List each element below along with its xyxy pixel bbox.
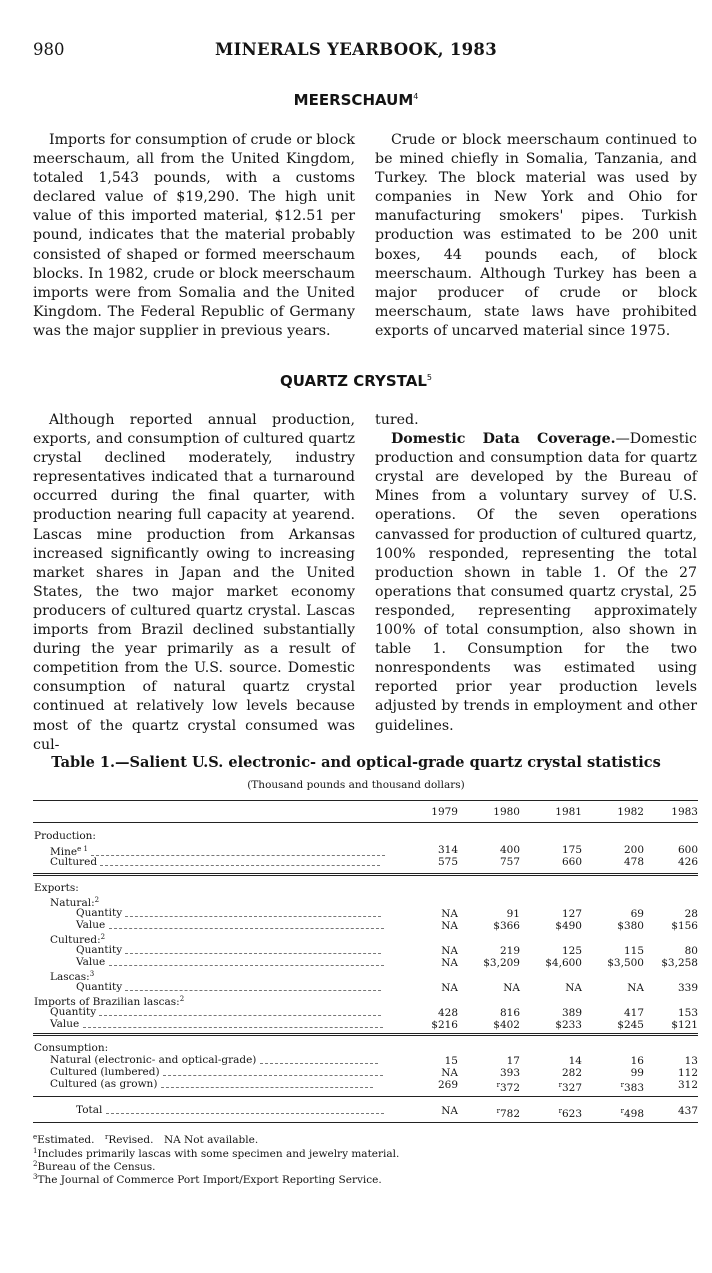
table-cell: $3,500 (607, 957, 644, 969)
table-cell: NA (441, 1105, 458, 1117)
table-bottom-rule (33, 1122, 698, 1123)
table-cell: 314 (437, 844, 458, 856)
section-rule (33, 1033, 698, 1036)
table-cell: 15 (444, 1055, 458, 1067)
table-cell: $233 (555, 1019, 582, 1031)
table-cell: 200 (623, 844, 644, 856)
table-cell: NA (441, 920, 458, 932)
table-cell: $4,600 (545, 957, 582, 969)
paragraph-body: —Domestic production and consumption data for quartz crystal are developed by the Bureau of Mines from a voluntary survey of U.S. operations. Of the seven operations canvassed for production of cultured quartz, 100% responded, representing the total production shown in table 1. Of the 27 operations that consumed quartz crystal, 25 responded, representing approximately 100% of total consumption, also shown in table 1. Consumption for the two nonrespondents was estimated using reported prior year production levels adjusted by trends in employment and other guidelines. (375, 431, 697, 734)
table-cell: NA (441, 982, 458, 994)
footnote: $^1$Includes primarily lascas with some specimen and jewelry material. (33, 1147, 400, 1160)
table-cell: 428 (437, 1007, 458, 1019)
table-cell: $380 (617, 920, 644, 932)
table-cell: 312 (677, 1079, 698, 1091)
table-cell: 600 (677, 844, 698, 856)
table-cell: $^r$327 (558, 1081, 582, 1094)
table-cell: NA (565, 982, 582, 994)
paragraph: Although reported annual production, exports, and consumption of cultured quartz crystal declined moderately, industry representatives indicated that a turnaround occurred during the final quarter, with production nearing full capacity at yearend. Lascas mine production from Arkansas increased significantly owing to increasing market shares in Japan and the United States, the two major market economy producers of cultured quartz crystal. Lascas imports from Brazil declined substantially during the year primarily as a result of competition from the U.S. source. Domestic consumption of natural quartz crystal continued at relatively low levels because most of the quartz crystal consumed was cul- (33, 412, 355, 753)
year-header: 1980 (493, 806, 520, 818)
section-title-meerschaum: MEERSCHAUM$^4$ (293, 91, 419, 109)
row-label: Quantity (50, 1006, 381, 1018)
table-cell: 339 (677, 982, 698, 994)
table-cell: 426 (677, 856, 698, 868)
table-cell: 80 (684, 945, 698, 957)
quartz-right-column (375, 411, 697, 736)
table-cell: 127 (561, 908, 582, 920)
row-label: Cultured (lumbered) (50, 1066, 383, 1078)
row-label: Cultured:$^2$ (50, 933, 106, 946)
row-label: Natural (electronic- and optical-grade) (50, 1054, 378, 1066)
table-cell: 219 (499, 945, 520, 957)
table-cell: $^r$372 (496, 1081, 520, 1094)
row-label: Quantity (76, 907, 381, 919)
row-label: Production: (34, 830, 96, 842)
table-cell: 393 (499, 1067, 520, 1079)
row-label: Total (76, 1104, 384, 1116)
table-cell: 99 (630, 1067, 644, 1079)
table-cell: NA (441, 908, 458, 920)
table-cell: $366 (493, 920, 520, 932)
section-title-quartz: QUARTZ CRYSTAL$^5$ (279, 372, 433, 390)
table-cell: 175 (561, 844, 582, 856)
table-subtitle: (Thousand pounds and thousand dollars) (247, 779, 465, 791)
table-cell: 115 (623, 945, 644, 957)
running-head: MINERALS YEARBOOK, 1983 (215, 40, 497, 59)
table-cell: $402 (493, 1019, 520, 1031)
table-cell: 660 (561, 856, 582, 868)
table-cell: $216 (431, 1019, 458, 1031)
table-cell: 389 (561, 1007, 582, 1019)
paragraph-continued: tured. (375, 412, 419, 428)
table-cell: 575 (437, 856, 458, 868)
table-cell: NA (441, 945, 458, 957)
table-cell: $^r$383 (620, 1081, 644, 1094)
table-cell: 125 (561, 945, 582, 957)
row-label: Quantity (76, 981, 381, 993)
row-label: Quantity (76, 944, 381, 956)
table-cell: 417 (623, 1007, 644, 1019)
year-header: 1983 (671, 806, 698, 818)
footnote: $^e$Estimated. $^r$Revised. NA Not available. (33, 1133, 259, 1146)
table-cell: $^r$623 (558, 1107, 582, 1120)
table-cell: $156 (671, 920, 698, 932)
table-cell: 13 (684, 1055, 698, 1067)
page-number: 980 (33, 40, 65, 59)
footnote: $^2$Bureau of the Census. (33, 1160, 156, 1173)
paragraph (375, 430, 697, 736)
table-cell: 478 (623, 856, 644, 868)
table-cell: 17 (506, 1055, 520, 1067)
table-cell: 112 (677, 1067, 698, 1079)
total-rule (33, 1096, 698, 1097)
row-label: Lascas:$^3$ (50, 970, 95, 983)
row-label: Value (76, 919, 384, 931)
quartz-left-column (33, 411, 355, 755)
year-header: 1981 (555, 806, 582, 818)
run-in-heading: Domestic Data Coverage. (391, 431, 616, 448)
table-cell: 269 (437, 1079, 458, 1091)
table-cell: NA (441, 957, 458, 969)
table-cell: 282 (561, 1067, 582, 1079)
year-header: 1982 (617, 806, 644, 818)
table-cell: $^r$782 (496, 1107, 520, 1120)
table-cell: $^r$498 (620, 1107, 644, 1120)
section-rule (33, 873, 698, 876)
row-label: Natural:$^2$ (50, 896, 100, 909)
table-top-rule (33, 800, 698, 801)
table-cell: $121 (671, 1019, 698, 1031)
table-cell: 28 (684, 908, 698, 920)
table-header-rule (33, 822, 698, 823)
table-cell: NA (503, 982, 520, 994)
table-caption: Table 1.—Salient U.S. electronic- and optical-grade quartz crystal statistics (51, 754, 661, 771)
table-cell: 16 (630, 1055, 644, 1067)
paragraph: Imports for consumption of crude or block meerschaum, all from the United Kingdom, totaled 1,543 pounds, with a customs declared value of $19,290. The high unit value of this imported material, $12.51 per pound, indicates that the material probably consisted of shaped or formed meerschaum blocks. In 1982, crude or block meerschaum imports were from Somalia and the United Kingdom. The Federal Republic of Germany was the major supplier in previous years. (33, 132, 355, 339)
row-label: Mine$^{e 1}$ (50, 843, 385, 858)
meerschaum-left-column (33, 131, 355, 341)
row-label: Cultured (as grown) (50, 1078, 373, 1090)
paragraph: Crude or block meerschaum continued to be mined chiefly in Somalia, Tanzania, and Turkey. The block material was used by companies in New York and Ohio for manufacturing smokers' pipes. Turkish production was estimated to be 200 unit boxes, 44 pounds each, of block meerschaum. Although Turkey has been a major producer of crude or block meerschaum, state laws have prohibited exports of uncarved material since 1975. (375, 132, 697, 339)
table-cell: $245 (617, 1019, 644, 1031)
year-header: 1979 (431, 806, 458, 818)
table-cell: 153 (677, 1007, 698, 1019)
table-cell: 91 (506, 908, 520, 920)
table-cell: NA (627, 982, 644, 994)
table-cell: 14 (568, 1055, 582, 1067)
row-label: Value (50, 1018, 383, 1030)
row-label: Value (76, 956, 384, 968)
table-cell: $3,209 (483, 957, 520, 969)
row-label: Cultured (50, 856, 380, 868)
table-cell: 757 (499, 856, 520, 868)
table-cell: $490 (555, 920, 582, 932)
table-cell: 816 (499, 1007, 520, 1019)
row-label: Consumption: (34, 1042, 109, 1054)
footnote: $^3$The Journal of Commerce Port Import/Export Reporting Service. (33, 1173, 382, 1186)
meerschaum-right-column (375, 131, 697, 341)
row-label: Exports: (34, 882, 79, 894)
row-label: Imports of Brazilian lascas:$^2$ (34, 995, 185, 1008)
table-cell: NA (441, 1067, 458, 1079)
table-cell: $3,258 (661, 957, 698, 969)
table-cell: 400 (499, 844, 520, 856)
table-cell: 437 (677, 1105, 698, 1117)
table-cell: 69 (630, 908, 644, 920)
